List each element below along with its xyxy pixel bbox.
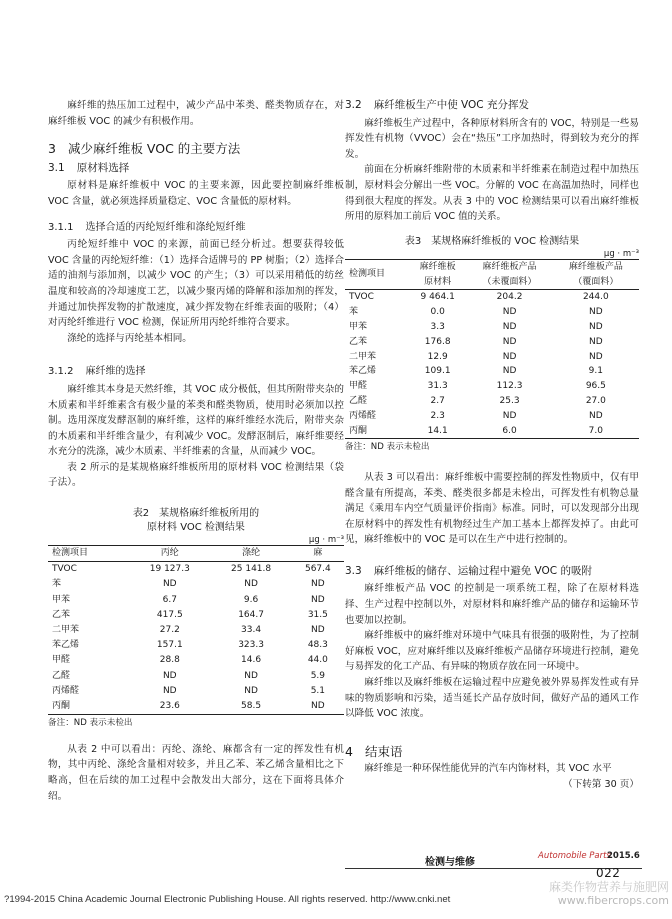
table-cell: ND: [589, 336, 603, 347]
table-cell: ND: [502, 321, 517, 332]
table-row: [345, 335, 639, 350]
table-row: [48, 608, 344, 623]
table-cell: 109.1: [424, 366, 451, 377]
table-row: [345, 379, 639, 394]
table-cell: 7.0: [588, 425, 603, 436]
table-cell: 204.2: [496, 292, 523, 303]
table-cell: 25.3: [499, 395, 520, 406]
table-row: [48, 669, 344, 684]
subsection-heading-3-3: 3.3 麻纤维板的储存、运输过程中避免 VOC 的吸附: [345, 564, 592, 577]
table-cell: 2.3: [430, 410, 445, 421]
table-cell: ND: [162, 685, 177, 696]
table-row: [345, 320, 639, 335]
table-cell: 12.9: [427, 351, 448, 362]
table-cell: 3.3: [430, 321, 445, 332]
table-header: 丙纶: [160, 548, 179, 559]
table-row: [345, 424, 639, 439]
subsubsection-heading-3-1-1: 3.1.1 选择合适的丙纶短纤维和涤纶短纤维: [48, 221, 246, 233]
paragraph: 麻纤维板中的麻纤维对环境中气味具有很强的吸附性，为了控制好麻板 VOC，应对麻纤维以及麻纤维板产品储存环境进行控制，避免与易挥发的化工产品、有异味的物质存放在同一环境中。: [345, 630, 639, 673]
table-row: [48, 653, 344, 668]
table-cell: 苯: [52, 579, 62, 590]
table-cell: 苯: [349, 307, 359, 318]
paragraph: 表 2 所示的是某规格麻纤维板所用的原材料 VOC 检测结果（袋子法）。: [48, 461, 344, 489]
table-cell: 244.0: [582, 292, 609, 303]
table-3: [345, 259, 639, 440]
table-cell: 567.4: [304, 564, 331, 575]
table-row: [345, 409, 639, 424]
table-cell: 二甲苯: [52, 625, 80, 636]
paragraph: 麻纤维板产品 VOC 的控制是一项系统工程，除了在原材料选择、生产过程中控制以外，对原材料和麻纤维产品的储存和运输环节也要加以控制。: [345, 583, 639, 626]
table-2-note: 备注：ND 表示未检出: [48, 718, 133, 729]
table-cell: 48.3: [307, 640, 328, 651]
subsection-heading-3-2: 3.2 麻纤维板生产中使 VOC 充分挥发: [345, 99, 529, 111]
table-cell: 417.5: [156, 609, 183, 620]
table-cell: 丙酮: [52, 701, 71, 712]
table-cell: 9.6: [243, 594, 259, 605]
table-cell: 苯乙烯: [349, 366, 377, 377]
table-cell: 二甲苯: [349, 351, 377, 362]
table-cell: ND: [244, 670, 258, 681]
table-row: [48, 593, 344, 608]
table-row: [345, 364, 639, 379]
table-cell: 甲醛: [52, 655, 71, 666]
table-cell: ND: [244, 579, 258, 590]
table-cell: 23.6: [159, 701, 180, 712]
table-cell: ND: [162, 579, 177, 590]
table-header: 检测项目: [349, 269, 386, 280]
table-row: [48, 577, 344, 592]
table-cell: ND: [589, 321, 603, 332]
paragraph: 麻纤维其本身是天然纤维，其 VOC 成分极低，但其所附带夹杂的木质素和半纤维素含有极少量的苯类和醛类物质，使用时必须加以控制。选用深度发酵沤制的麻纤维，这样的麻纤维经水洗后，附带夹杂的木质素和半纤维含量少，有利减少 VOC。发酵沤制后，麻纤维要经水充分的洗涤，减少木质素、半纤维素的含量，从而减少 VOC。: [48, 383, 344, 458]
table-cell: 6.7: [162, 594, 177, 605]
table-cell: ND: [502, 410, 517, 421]
table-cell: 27.0: [585, 395, 606, 406]
table-cell: 157.1: [156, 640, 183, 651]
table-cell: 164.7: [238, 609, 264, 620]
table-header: 麻纤维板产品 （覆面料）: [568, 261, 623, 287]
table-3-note: 备注：ND 表示未检出: [345, 442, 430, 453]
table-row: [345, 305, 639, 320]
table-cell: 176.8: [424, 336, 451, 347]
table-cell: 5.9: [310, 670, 326, 681]
table-cell: 丙烯醛: [349, 410, 377, 421]
table-cell: ND: [502, 336, 517, 347]
table-cell: 9 464.1: [420, 292, 455, 303]
page-number: 022: [596, 866, 621, 880]
table-cell: 33.4: [241, 625, 262, 636]
table-row: [48, 684, 344, 699]
subsubsection-heading-3-1-2: 3.1.2 麻纤维的选择: [48, 366, 146, 378]
subsection-heading-3-1: 3.1 原材料选择: [48, 161, 130, 174]
table-cell: 甲苯: [349, 321, 368, 332]
table-cell: 乙醛: [349, 395, 368, 406]
copyright-line: ?1994-2015 China Academic Journal Electronic Publishing House. All rights reserved. http://www.cnki.net: [4, 894, 451, 905]
table-cell: TVOC: [349, 292, 374, 303]
paragraph: 涤纶的选择与丙纶基本相同。: [67, 332, 192, 344]
table-3-caption: 表3 某规格麻纤维板的 VOC 检测结果: [404, 235, 580, 247]
table-cell: ND: [589, 351, 603, 362]
table-cell: 6.0: [502, 425, 517, 436]
table-cell: 323.3: [238, 640, 264, 651]
table-header: 检测项目: [52, 548, 89, 559]
table-cell: ND: [244, 685, 258, 696]
table-cell: 丙烯醛: [52, 685, 80, 696]
journal-issue: 2015.6: [607, 851, 640, 861]
table-cell: 58.5: [241, 701, 262, 712]
table-cell: ND: [589, 307, 603, 318]
paragraph: 麻纤维的热压加工过程中，减少产品中苯类、醛类物质存在，对麻纤维板 VOC 的减少有积极作用。: [48, 100, 344, 127]
table-header: 麻: [313, 548, 323, 559]
journal-section-name: 检测与维修: [425, 857, 475, 868]
table-cell: ND: [502, 366, 517, 377]
table-cell: 5.1: [310, 685, 326, 696]
table-cell: 14.1: [427, 425, 448, 436]
section-heading-4: 4 结束语: [345, 743, 403, 759]
table-cell: 0.0: [430, 307, 445, 318]
right-column: [345, 98, 639, 793]
section-heading-3: 3 减少麻纤维板 VOC 的主要方法: [48, 141, 241, 157]
table-cell: ND: [502, 307, 517, 318]
paragraph: 从表 3 可以看出：麻纤维板中需要控制的挥发性物质中，仅有甲醛含量有所提高，苯类、醛类很多都是未检出，可挥发性有机物总量满足《乘用车内空气质量评价指南》标准。同时，可以发现部分出现在原材料中的挥发性有机物经过生产加工基本上都挥发掉了。由此可见，麻纤维板中的 VOC 是可以在生产中进行控制的。: [345, 471, 639, 546]
table-header: 涤纶: [242, 548, 261, 559]
paragraph: 前面在分析麻纤维附带的木质素和半纤维素在制造过程中加热压制，原材料会分解出一些 VOC。分解的 VOC 在高温加热时，同样也得到很大程度的挥发。从表 3 中的 VOC 检测结果可以看出麻纤维板所用的原料加工前后 VOC 值的关系。: [345, 164, 639, 223]
table-cell: 31.3: [427, 381, 448, 392]
table-cell: ND: [162, 670, 177, 681]
table-row: [345, 290, 639, 305]
paragraph: 麻纤维板生产过程中，各种原材料所含有的 VOC，特别是一些易挥发性有机物（VVOC）会在“热压”工序加热时，得到较为充分的挥发。: [345, 117, 639, 160]
table-cell: 乙苯: [52, 609, 71, 620]
table-cell: 丙酮: [349, 425, 368, 436]
table-2-unit: μg · m⁻³: [308, 535, 344, 546]
table-cell: 31.5: [307, 609, 328, 620]
table-row: [48, 638, 344, 653]
table-cell: TVOC: [52, 564, 77, 575]
table-row: [345, 350, 639, 365]
table-cell: 14.6: [241, 655, 262, 666]
table-2-caption: 表2 某规格麻纤维板所用的 原材料 VOC 检测结果: [132, 508, 260, 534]
paragraph: 丙纶短纤维中 VOC 的来源，前面已经分析过。想要获得较低 VOC 含量的丙纶短纤维：（1）选择合适牌号的 PP 树脂；（2）选择合适的油剂与添加剂，以减少 VOC 的产生；（3）可以采用稍低的纺丝温度和较高的冷却速度工艺，以减少聚丙烯的降解和添加剂的挥发，并通过加快挥发物的扩散速度，减少挥发物在纤维表面的吸附；（4）对丙纶纤维进行 VOC 检测，保证所用丙纶纤维符合要求。: [48, 239, 344, 329]
table-cell: 2.7: [430, 395, 445, 406]
table-2: [48, 545, 344, 715]
table-cell: ND: [311, 701, 325, 712]
table-row: [48, 562, 344, 578]
table-cell: 28.8: [159, 655, 180, 666]
table-cell: ND: [589, 410, 603, 421]
continued-note: （下转第 30 页）: [563, 779, 639, 790]
table-cell: ND: [311, 579, 325, 590]
table-cell: 44.0: [307, 655, 328, 666]
table-cell: 苯乙烯: [52, 640, 80, 651]
table-3-unit: μg · m⁻³: [603, 248, 639, 259]
paragraph: 原材料是麻纤维板中 VOC 的主要来源，因此要控制麻纤维板 VOC 含量，就必须选择质量稳定、VOC 含量低的原材料。: [48, 180, 344, 207]
watermark: 麻类作物营养与施肥网 www.fibercrops.com: [548, 880, 669, 907]
table-cell: 19 127.3: [149, 564, 190, 575]
table-cell: ND: [311, 594, 325, 605]
table-row: [48, 699, 344, 715]
table-row: [48, 623, 344, 638]
table-cell: ND: [502, 351, 517, 362]
table-header: 麻纤维板产品 （未覆面料）: [482, 261, 537, 287]
table-cell: 25 141.8: [231, 564, 272, 575]
paragraph: 麻纤维是一种环保性能优异的汽车内饰材料，其 VOC 水平: [364, 763, 612, 775]
table-cell: ND: [311, 625, 325, 636]
table-cell: 96.5: [585, 381, 606, 392]
table-cell: 甲苯: [52, 594, 71, 605]
paragraph: 麻纤维以及麻纤维板在运输过程中应避免被外界易挥发性或有异味的物质影响和污染，适当延长产品存放时间，做好产品的通风工作以降低 VOC 浓度。: [345, 677, 639, 720]
table-cell: 9.1: [588, 366, 603, 377]
left-column: [48, 98, 344, 804]
table-cell: 乙醛: [52, 670, 71, 681]
table-cell: 27.2: [159, 625, 180, 636]
paragraph: 从表 2 中可以看出：丙纶、涤纶、麻都含有一定的挥发性有机物，其中丙纶、涤纶含量相对较多，并且乙苯、苯乙烯含量相比之下略高，但在后续的加工过程中会散发出大部分，这在下面将具体介绍。: [48, 743, 344, 802]
table-cell: 112.3: [496, 381, 523, 392]
table-cell: 甲醛: [349, 381, 368, 392]
table-cell: 乙苯: [349, 336, 368, 347]
table-row: [345, 394, 639, 409]
table-header: 麻纤维板 原材料: [419, 261, 456, 287]
journal-brand: Automobile Parts: [538, 851, 611, 861]
